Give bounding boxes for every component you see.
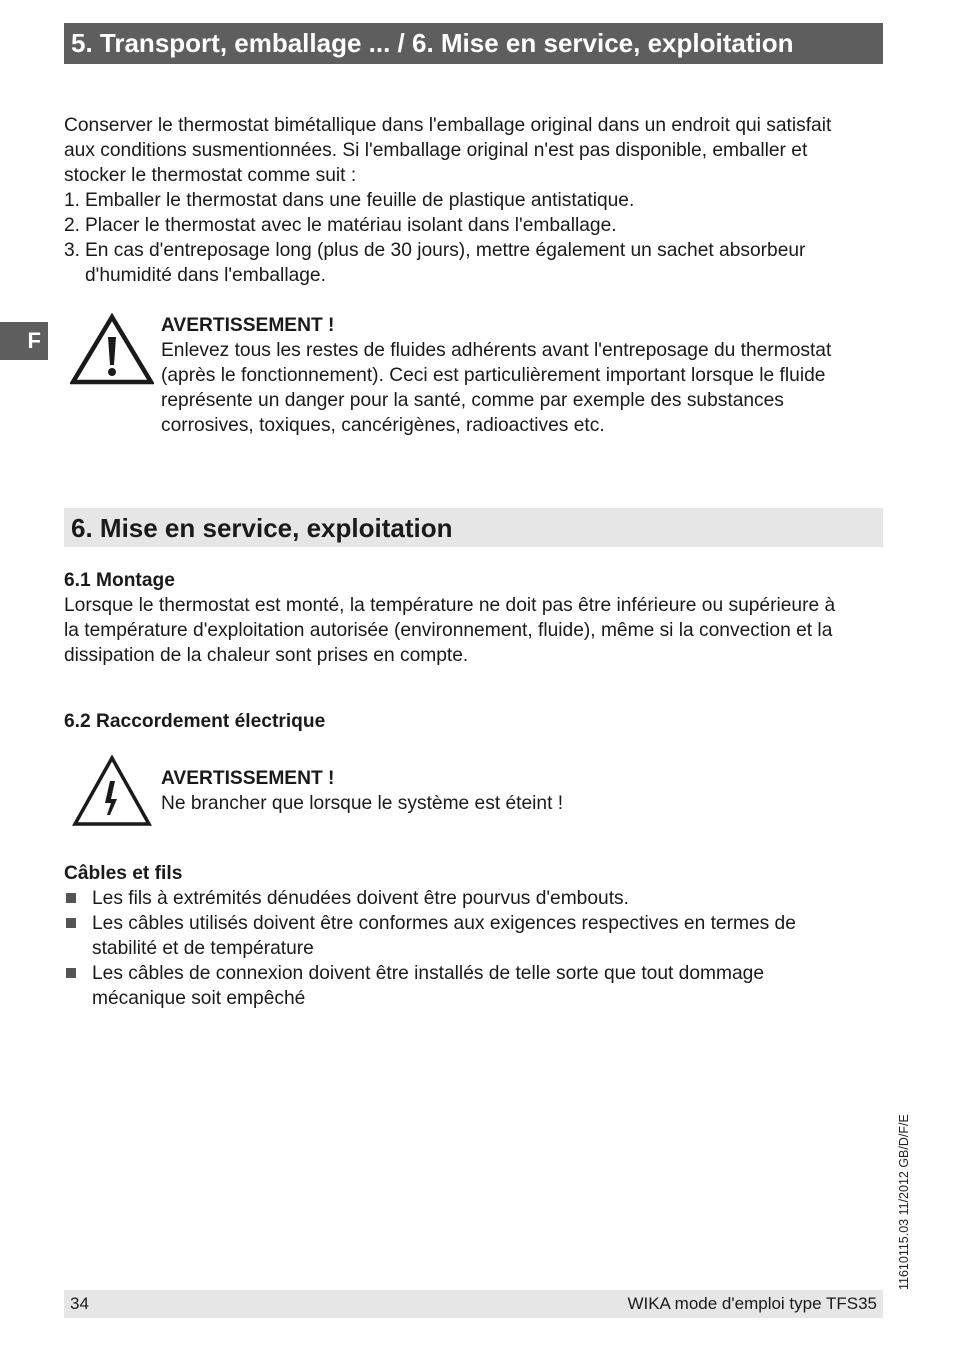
language-tab: F xyxy=(0,322,48,360)
list-item xyxy=(64,911,884,961)
storage-intro-line: aux conditions susmentionnées. Si l'emballage original n'est pas disponible, emballer et xyxy=(64,140,808,161)
step-text-line: En cas d'entreposage long (plus de 30 jours), mettre également un sachet absorbeur xyxy=(85,240,806,261)
storage-step xyxy=(64,188,884,213)
cables-heading: Câbles et fils xyxy=(64,863,183,884)
list-item-text xyxy=(92,961,764,1011)
step-text xyxy=(85,238,805,288)
step-number: 1. xyxy=(64,190,81,211)
storage-step xyxy=(64,238,884,288)
montage-section xyxy=(64,568,884,668)
warning-text: Ne brancher que lorsque le système est éteint ! xyxy=(161,793,564,814)
montage-line: la température d'exploitation autorisée (environnement, fluide), même si la convection et la xyxy=(64,620,833,641)
warning-exclamation-icon xyxy=(70,313,154,385)
document-code: 11610115.03 11/2012 GB/D/F/E xyxy=(897,1114,911,1290)
page-header-title: 5. Transport, emballage ... / 6. Mise en service, exploitation xyxy=(64,23,883,64)
page-footer xyxy=(64,1290,883,1318)
storage-intro-line: Conserver le thermostat bimétallique dans l'emballage original dans un endroit qui satisfait xyxy=(64,115,832,136)
page-number: 34 xyxy=(70,1294,89,1313)
footer-doc-title: WIKA mode d'emploi type TFS35 xyxy=(627,1294,877,1313)
step-text-line: d'humidité dans l'emballage. xyxy=(85,265,326,286)
list-item-line: Les câbles de connexion doivent être installés de telle sorte que tout dommage xyxy=(92,963,764,984)
list-item-text xyxy=(92,911,796,961)
storage-intro xyxy=(64,113,884,288)
warning-block xyxy=(161,313,881,438)
list-item-line: Les câbles utilisés doivent être conformes aux exigences respectives en termes de xyxy=(92,913,796,934)
warning-line: représente un danger pour la santé, comme par exemple des substances xyxy=(161,390,784,411)
raccordement-heading: 6.2 Raccordement électrique xyxy=(64,711,326,732)
warning-title: AVERTISSEMENT ! xyxy=(161,768,335,789)
square-bullet-icon xyxy=(66,968,76,978)
section-title: 6. Mise en service, exploitation xyxy=(64,508,883,547)
square-bullet-icon xyxy=(66,918,76,928)
warning-line: Enlevez tous les restes de fluides adhérents avant l'entreposage du thermostat xyxy=(161,340,832,361)
electrical-hazard-icon xyxy=(72,755,152,827)
warning-line: corrosives, toxiques, cancérigènes, radioactives etc. xyxy=(161,415,605,436)
step-text: Placer le thermostat avec le matériau isolant dans l'emballage. xyxy=(85,215,617,236)
storage-intro-line: stocker le thermostat comme suit : xyxy=(64,165,357,186)
square-bullet-icon xyxy=(66,893,76,903)
warning-line: (après le fonctionnement). Ceci est particulièrement important lorsque le fluide xyxy=(161,365,826,386)
list-item xyxy=(64,886,884,911)
list-item-line: mécanique soit empêché xyxy=(92,988,306,1009)
electrical-warning-block xyxy=(161,766,881,816)
list-item-line: stabilité et de température xyxy=(92,938,314,959)
montage-line: Lorsque le thermostat est monté, la température ne doit pas être inférieure ou supérieure à xyxy=(64,595,836,616)
step-text: Emballer le thermostat dans une feuille de plastique antistatique. xyxy=(85,190,635,211)
montage-line: dissipation de la chaleur sont prises en compte. xyxy=(64,645,469,666)
step-number: 2. xyxy=(64,215,81,236)
list-item xyxy=(64,961,884,1011)
cables-section xyxy=(64,861,884,1011)
warning-title: AVERTISSEMENT ! xyxy=(161,315,335,336)
storage-step xyxy=(64,213,884,238)
montage-heading: 6.1 Montage xyxy=(64,570,175,591)
list-item-text: Les fils à extrémités dénudées doivent être pourvus d'embouts. xyxy=(92,888,629,909)
step-number: 3. xyxy=(64,240,81,261)
